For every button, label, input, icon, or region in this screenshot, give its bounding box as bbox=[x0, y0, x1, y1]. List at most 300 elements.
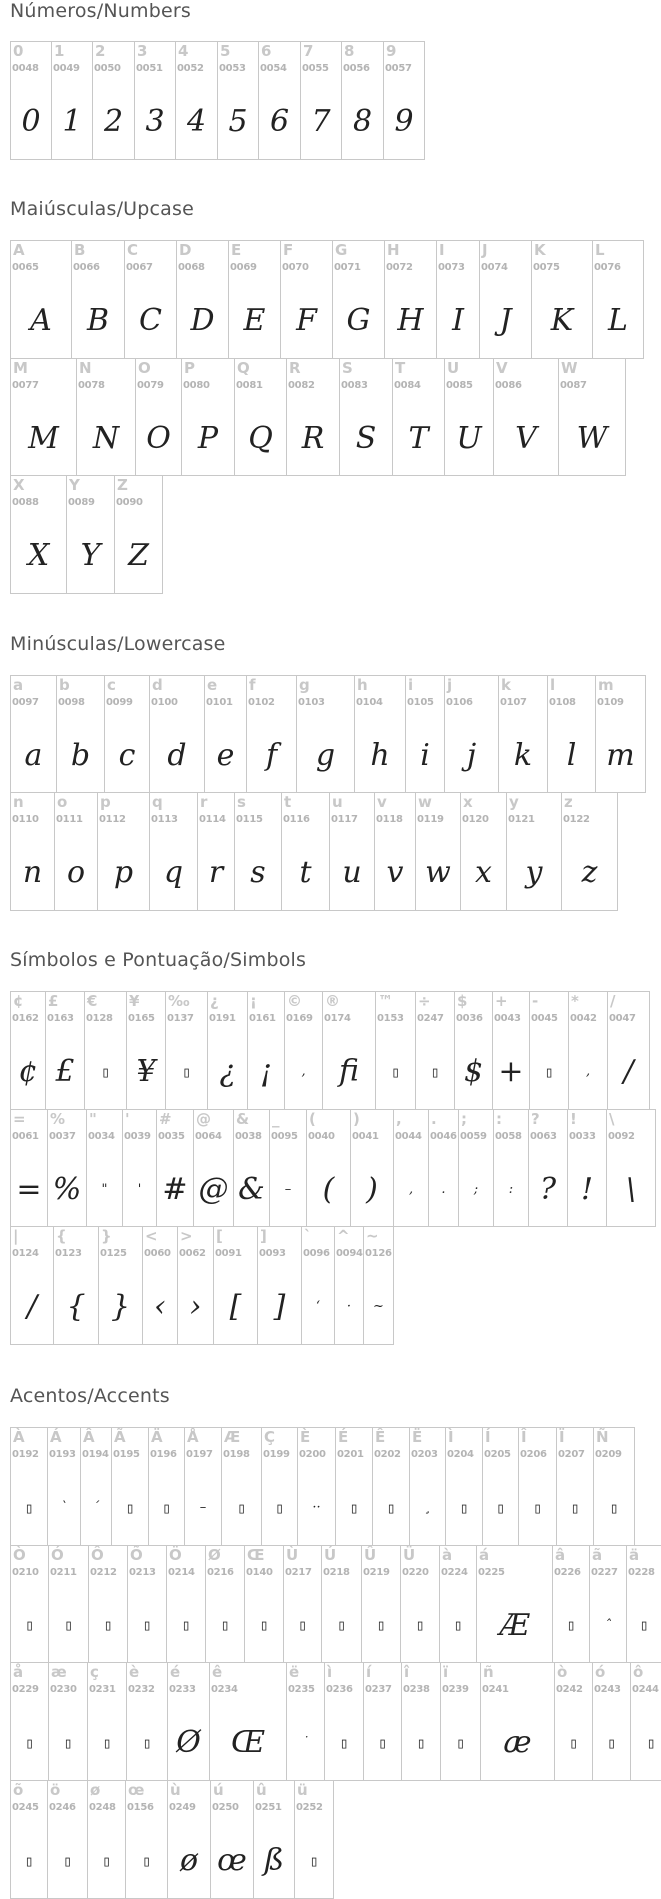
glyph-cell bbox=[479, 240, 532, 359]
glyph-sample: F bbox=[296, 303, 317, 338]
glyph-sample: X bbox=[27, 538, 50, 573]
char-code: 0197 bbox=[186, 1449, 213, 1460]
char-label: k bbox=[501, 676, 511, 694]
glyph-cell bbox=[556, 1427, 594, 1546]
char-label: ù bbox=[170, 1781, 181, 1799]
glyph-cell bbox=[209, 1662, 287, 1781]
glyph-cell bbox=[372, 1427, 410, 1546]
char-code: 0101 bbox=[206, 697, 233, 708]
glyph-sample: ▯ bbox=[532, 1498, 543, 1517]
char-code: 0199 bbox=[263, 1449, 290, 1460]
char-label: < bbox=[145, 1227, 158, 1245]
char-code: 0234 bbox=[211, 1684, 238, 1695]
glyph-cell bbox=[221, 1427, 262, 1546]
char-label: Ü bbox=[403, 1546, 416, 1564]
char-label: x bbox=[463, 793, 473, 811]
char-label: £ bbox=[48, 992, 59, 1010]
char-code: 0108 bbox=[549, 697, 576, 708]
char-label: g bbox=[299, 676, 310, 694]
glyph-cell bbox=[335, 1427, 373, 1546]
glyph-cell bbox=[269, 1109, 307, 1227]
char-code: 0114 bbox=[199, 814, 226, 825]
char-label: ? bbox=[531, 1110, 540, 1128]
char-code: 0230 bbox=[50, 1684, 77, 1695]
glyph-sample: ) bbox=[366, 1171, 378, 1207]
glyph-cell bbox=[177, 1226, 214, 1345]
char-label: Á bbox=[50, 1428, 62, 1446]
char-label: É bbox=[338, 1428, 349, 1446]
char-code: 0156 bbox=[127, 1802, 154, 1813]
char-label: n bbox=[13, 793, 24, 811]
glyph-cell bbox=[341, 41, 384, 160]
glyph-sample: ▯ bbox=[376, 1616, 386, 1634]
char-label: W bbox=[561, 359, 578, 377]
glyph-sample: ▯ bbox=[416, 1733, 426, 1752]
glyph-sample: " bbox=[101, 1181, 108, 1197]
char-code: 0052 bbox=[177, 63, 204, 74]
char-code: 0201 bbox=[337, 1449, 364, 1460]
glyph-cell bbox=[383, 41, 425, 160]
glyph-sample: E bbox=[243, 303, 266, 338]
glyph-cell bbox=[261, 1427, 298, 1546]
char-code: 0074 bbox=[481, 262, 508, 273]
char-label: Ã bbox=[114, 1428, 126, 1446]
glyph-sample: ¥ bbox=[136, 1054, 156, 1089]
char-label: T bbox=[395, 359, 406, 377]
char-code: 0113 bbox=[151, 814, 178, 825]
glyph-sample: 8 bbox=[352, 104, 373, 139]
char-label: & bbox=[236, 1110, 250, 1128]
char-label: B bbox=[74, 241, 86, 259]
glyph-cell bbox=[228, 240, 281, 359]
glyph-cell bbox=[363, 1662, 402, 1781]
glyph-cell bbox=[184, 1427, 222, 1546]
glyph-sample: L bbox=[608, 303, 628, 338]
glyph-cell bbox=[45, 991, 85, 1110]
char-code: 0204 bbox=[447, 1449, 474, 1460]
char-code: 0235 bbox=[288, 1684, 315, 1695]
glyph-sample: ¿ bbox=[219, 1054, 236, 1089]
char-label: ) bbox=[353, 1110, 360, 1128]
glyph-cell bbox=[405, 675, 445, 793]
char-code: 0119 bbox=[417, 814, 444, 825]
char-code: 0060 bbox=[144, 1248, 171, 1259]
glyph-sample: A bbox=[30, 303, 52, 338]
glyph-sample: ▯ bbox=[102, 1733, 112, 1752]
char-label: N bbox=[79, 359, 92, 377]
char-code: 0203 bbox=[411, 1449, 438, 1460]
char-label: m bbox=[598, 676, 614, 694]
char-code: 0122 bbox=[563, 814, 590, 825]
glyph-sample: ▯ bbox=[336, 1616, 347, 1634]
char-label: * bbox=[571, 992, 579, 1010]
char-label: Ú bbox=[324, 1546, 337, 1564]
char-label: Û bbox=[364, 1546, 377, 1564]
glyph-cell bbox=[401, 1662, 441, 1781]
glyph-cell bbox=[10, 240, 72, 359]
glyph-sample: ▯ bbox=[455, 1733, 466, 1752]
char-label: € bbox=[87, 992, 98, 1010]
glyph-sample: ¢ bbox=[18, 1054, 38, 1089]
glyph-cell bbox=[122, 1109, 157, 1227]
char-label: j bbox=[447, 676, 453, 694]
char-code: 0241 bbox=[482, 1684, 509, 1695]
glyph-sample: l bbox=[566, 737, 577, 773]
glyph-cell bbox=[97, 792, 150, 911]
glyph-cell bbox=[324, 1662, 364, 1781]
char-code: 0063 bbox=[530, 1131, 557, 1142]
glyph-sample: ▯ bbox=[377, 1733, 388, 1752]
char-label: f bbox=[249, 676, 256, 694]
glyph-sample: o bbox=[66, 855, 86, 890]
glyph-cell bbox=[10, 1662, 49, 1781]
char-code: 0034 bbox=[88, 1131, 115, 1142]
char-code: 0089 bbox=[68, 497, 95, 508]
char-label: ; bbox=[461, 1110, 467, 1128]
glyph-sample: ! bbox=[580, 1171, 594, 1207]
char-code: 0065 bbox=[12, 262, 39, 273]
char-code: 0075 bbox=[533, 262, 560, 273]
glyph-cell bbox=[48, 1662, 88, 1781]
char-label: ü bbox=[297, 1781, 308, 1799]
glyph-cell bbox=[258, 41, 301, 160]
glyph-cell bbox=[297, 1427, 336, 1546]
glyph-sample: $ bbox=[463, 1054, 484, 1089]
char-code: 0237 bbox=[365, 1684, 392, 1695]
glyph-sample: r bbox=[208, 855, 224, 890]
glyph-cell bbox=[593, 1427, 635, 1546]
glyph-cell bbox=[124, 240, 177, 359]
glyph-sample: ▯ bbox=[236, 1498, 247, 1517]
char-label: ä bbox=[629, 1546, 640, 1564]
glyph-cell bbox=[76, 358, 136, 476]
char-code: 0153 bbox=[377, 1013, 404, 1024]
char-label: D bbox=[179, 241, 192, 259]
glyph-cell bbox=[197, 792, 235, 911]
section-title: Números/Numbers bbox=[10, 0, 191, 22]
char-label: Œ bbox=[247, 1546, 265, 1564]
glyph-sample: P bbox=[197, 420, 219, 456]
char-code: 0251 bbox=[255, 1802, 282, 1813]
char-label: . bbox=[431, 1110, 437, 1128]
char-code: 0104 bbox=[356, 697, 383, 708]
char-label: p bbox=[100, 793, 111, 811]
char-code: 0103 bbox=[298, 697, 325, 708]
glyph-cell bbox=[51, 41, 93, 160]
glyph-cell bbox=[167, 1662, 210, 1781]
glyph-cell bbox=[528, 1109, 568, 1227]
glyph-sample: ▯ bbox=[349, 1498, 359, 1517]
glyph-sample: ▯ bbox=[125, 1498, 135, 1517]
glyph-cell bbox=[111, 1427, 149, 1546]
char-code: 0244 bbox=[632, 1684, 659, 1695]
glyph-sample: j bbox=[466, 737, 477, 773]
char-code: 0120 bbox=[462, 814, 489, 825]
char-code: 0072 bbox=[386, 262, 413, 273]
glyph-cell bbox=[48, 1545, 89, 1663]
glyph-sample: 4 bbox=[186, 104, 207, 139]
glyph-sample: ▯ bbox=[544, 1062, 554, 1081]
char-code: 0066 bbox=[73, 262, 100, 273]
glyph-sample: I bbox=[452, 303, 464, 338]
char-code: 0174 bbox=[324, 1013, 351, 1024]
char-code: 0191 bbox=[209, 1013, 236, 1024]
glyph-sample: ø bbox=[179, 1843, 199, 1878]
glyph-sample: ▯ bbox=[430, 1062, 440, 1081]
glyph-sample: ▯ bbox=[100, 1062, 111, 1081]
glyph-cell bbox=[166, 1545, 206, 1663]
glyph-cell bbox=[409, 1427, 446, 1546]
glyph-cell bbox=[175, 41, 218, 160]
char-code: 0121 bbox=[508, 814, 535, 825]
char-code: 0043 bbox=[494, 1013, 521, 1024]
char-label: ' bbox=[125, 1110, 130, 1128]
section-title: Maiúsculas/Upcase bbox=[10, 198, 195, 220]
char-code: 0249 bbox=[169, 1802, 196, 1813]
char-label: L bbox=[595, 241, 605, 259]
glyph-sample: 3 bbox=[145, 104, 165, 139]
char-code: 0061 bbox=[12, 1131, 39, 1142]
glyph-sample: ‚ bbox=[585, 1064, 591, 1079]
char-code: 0059 bbox=[460, 1131, 487, 1142]
char-label: Â bbox=[83, 1428, 95, 1446]
char-code: 0205 bbox=[484, 1449, 511, 1460]
glyph-cell bbox=[339, 358, 393, 476]
section-title: Minúsculas/Lowercase bbox=[10, 633, 226, 655]
char-code: 0211 bbox=[50, 1567, 77, 1578]
char-code: 0126 bbox=[365, 1248, 392, 1259]
glyph-cell bbox=[329, 792, 375, 911]
glyph-sample: } bbox=[110, 1289, 131, 1324]
char-label: Î bbox=[521, 1428, 527, 1446]
char-code: 0062 bbox=[179, 1248, 206, 1259]
glyph-cell bbox=[286, 358, 340, 476]
glyph-cell bbox=[71, 240, 125, 359]
glyph-sample: : bbox=[508, 1181, 514, 1197]
char-code: 0219 bbox=[363, 1567, 390, 1578]
glyph-cell bbox=[10, 475, 67, 594]
glyph-sample: ~ bbox=[373, 1299, 384, 1314]
glyph-sample: – bbox=[199, 1500, 207, 1515]
char-code: 0123 bbox=[55, 1248, 82, 1259]
glyph-sample: ▯ bbox=[24, 1851, 34, 1870]
char-code: 0137 bbox=[167, 1013, 194, 1024]
char-code: 0070 bbox=[282, 262, 309, 273]
glyph-cell bbox=[165, 991, 208, 1110]
char-label: Ç bbox=[264, 1428, 276, 1446]
char-code: 0082 bbox=[288, 380, 315, 391]
char-label: ¢ bbox=[13, 992, 24, 1010]
char-label: ^ bbox=[337, 1227, 350, 1245]
char-label: F bbox=[283, 241, 294, 259]
glyph-sample: æ bbox=[503, 1725, 532, 1760]
glyph-sample: n bbox=[22, 855, 43, 890]
glyph-cell bbox=[10, 1780, 48, 1899]
glyph-sample: ´ bbox=[92, 1500, 100, 1515]
char-code: 0088 bbox=[12, 497, 39, 508]
char-label: Ô bbox=[91, 1546, 104, 1564]
char-code: 0078 bbox=[78, 380, 105, 391]
glyph-sample: & bbox=[238, 1171, 265, 1207]
glyph-cell bbox=[440, 1662, 481, 1781]
char-code: 0044 bbox=[395, 1131, 422, 1142]
glyph-sample: p bbox=[113, 855, 134, 890]
glyph-sample: – bbox=[284, 1181, 292, 1197]
char-code: 0095 bbox=[271, 1131, 298, 1142]
glyph-cell bbox=[53, 1226, 99, 1345]
glyph-cell bbox=[149, 675, 205, 793]
char-label: ï bbox=[443, 1663, 449, 1681]
glyph-sample: œ bbox=[217, 1843, 247, 1878]
char-code: 0125 bbox=[100, 1248, 127, 1259]
char-code: 0165 bbox=[128, 1013, 155, 1024]
char-label: : bbox=[496, 1110, 502, 1128]
glyph-sample: D bbox=[190, 303, 215, 338]
char-code: 0247 bbox=[417, 1013, 444, 1024]
char-label: í bbox=[366, 1663, 372, 1681]
glyph-cell bbox=[10, 1427, 48, 1546]
glyph-cell bbox=[80, 1427, 112, 1546]
glyph-cell bbox=[334, 1226, 364, 1345]
char-label: 2 bbox=[95, 42, 106, 60]
glyph-sample: + bbox=[498, 1054, 524, 1089]
char-label: / bbox=[610, 992, 616, 1010]
char-label: Ù bbox=[286, 1546, 299, 1564]
char-label: O bbox=[138, 359, 151, 377]
glyph-cell bbox=[415, 991, 455, 1110]
char-label: J bbox=[482, 241, 488, 259]
char-code: 0202 bbox=[374, 1449, 401, 1460]
char-code: 0099 bbox=[106, 697, 133, 708]
char-label: h bbox=[357, 676, 368, 694]
glyph-cell bbox=[552, 1545, 590, 1663]
glyph-cell bbox=[47, 1109, 87, 1227]
char-code: 0036 bbox=[456, 1013, 483, 1024]
char-label: 5 bbox=[220, 42, 231, 60]
glyph-sample: G bbox=[346, 303, 371, 338]
char-label: © bbox=[287, 992, 302, 1010]
char-label: Q bbox=[237, 359, 250, 377]
char-code: 0212 bbox=[90, 1567, 117, 1578]
glyph-sample: ▯ bbox=[606, 1733, 617, 1752]
glyph-sample: ▯ bbox=[161, 1498, 172, 1517]
char-label: 7 bbox=[303, 42, 314, 60]
char-code: 0050 bbox=[94, 63, 121, 74]
char-label: Ê bbox=[375, 1428, 386, 1446]
glyph-cell bbox=[558, 358, 626, 476]
glyph-cell bbox=[244, 1545, 284, 1663]
glyph-cell bbox=[458, 1109, 494, 1227]
char-label: ` bbox=[304, 1227, 312, 1245]
char-code: 0042 bbox=[570, 1013, 597, 1024]
glyph-cell bbox=[480, 1662, 555, 1781]
glyph-sample: ﬁ bbox=[338, 1054, 359, 1089]
char-code: 0250 bbox=[212, 1802, 239, 1813]
char-label: ! bbox=[570, 1110, 577, 1128]
glyph-sample: N bbox=[92, 420, 120, 456]
char-label: ú bbox=[213, 1781, 224, 1799]
glyph-cell bbox=[88, 1545, 128, 1663]
char-label: Ö bbox=[169, 1546, 182, 1564]
glyph-sample: ▯ bbox=[386, 1498, 396, 1517]
glyph-cell bbox=[393, 1109, 429, 1227]
glyph-sample: w bbox=[425, 855, 451, 890]
glyph-sample: z bbox=[581, 855, 598, 890]
char-code: 0093 bbox=[259, 1248, 286, 1259]
char-label: Ó bbox=[51, 1546, 64, 1564]
char-label: á bbox=[479, 1546, 490, 1564]
char-code: 0102 bbox=[248, 697, 275, 708]
char-label: À bbox=[13, 1428, 25, 1446]
glyph-cell bbox=[167, 1780, 211, 1899]
glyph-sample: O bbox=[146, 420, 171, 456]
glyph-cell bbox=[233, 1109, 270, 1227]
char-label: ™ bbox=[378, 992, 393, 1010]
glyph-sample: ▯ bbox=[141, 1851, 152, 1870]
char-label: ‰ bbox=[168, 992, 190, 1010]
glyph-sample: ▯ bbox=[570, 1498, 580, 1517]
glyph-cell bbox=[176, 240, 229, 359]
glyph-sample: # bbox=[162, 1171, 188, 1207]
glyph-cell bbox=[561, 792, 618, 911]
glyph-sample: Æ bbox=[499, 1607, 530, 1643]
char-code: 0083 bbox=[341, 380, 368, 391]
glyph-sample: ▯ bbox=[309, 1851, 319, 1870]
glyph-cell bbox=[10, 358, 77, 476]
char-label: K bbox=[534, 241, 546, 259]
glyph-sample: ] bbox=[273, 1289, 286, 1324]
glyph-sample: S bbox=[355, 420, 377, 456]
glyph-cell bbox=[114, 475, 163, 594]
glyph-cell bbox=[257, 1226, 302, 1345]
char-code: 0232 bbox=[128, 1684, 155, 1695]
glyph-cell bbox=[127, 1545, 167, 1663]
glyph-sample: B bbox=[86, 303, 110, 338]
glyph-sample: . bbox=[441, 1181, 446, 1197]
glyph-sample: ▯ bbox=[181, 1616, 191, 1634]
glyph-sample: ` bbox=[60, 1500, 68, 1515]
char-code: 0046 bbox=[430, 1131, 457, 1142]
char-code: 0118 bbox=[376, 814, 403, 825]
glyph-cell bbox=[286, 1662, 325, 1781]
char-code: 0207 bbox=[558, 1449, 585, 1460]
glyph-cell bbox=[428, 1109, 459, 1227]
char-label: ¿ bbox=[210, 992, 219, 1010]
char-code: 0216 bbox=[207, 1567, 234, 1578]
glyph-cell bbox=[10, 991, 46, 1110]
char-label: Y bbox=[69, 476, 80, 494]
glyph-cell bbox=[630, 1662, 661, 1781]
char-code: 0116 bbox=[283, 814, 310, 825]
glyph-cell bbox=[234, 358, 287, 476]
char-code: 0069 bbox=[230, 262, 257, 273]
glyph-cell bbox=[607, 991, 650, 1110]
char-label: æ bbox=[51, 1663, 67, 1681]
char-label: Ï bbox=[559, 1428, 565, 1446]
glyph-sample: ▯ bbox=[62, 1851, 73, 1870]
char-label: s bbox=[237, 793, 246, 811]
char-code: 0047 bbox=[609, 1013, 636, 1024]
char-label: } bbox=[101, 1227, 112, 1245]
glyph-sample: 9 bbox=[394, 104, 414, 139]
char-label: [ bbox=[216, 1227, 223, 1245]
char-code: 0169 bbox=[286, 1013, 313, 1024]
glyph-cell bbox=[10, 1109, 48, 1227]
glyph-sample: 6 bbox=[269, 104, 290, 139]
char-code: 0067 bbox=[126, 262, 153, 273]
glyph-cell bbox=[492, 991, 530, 1110]
char-label: Ñ bbox=[596, 1428, 609, 1446]
